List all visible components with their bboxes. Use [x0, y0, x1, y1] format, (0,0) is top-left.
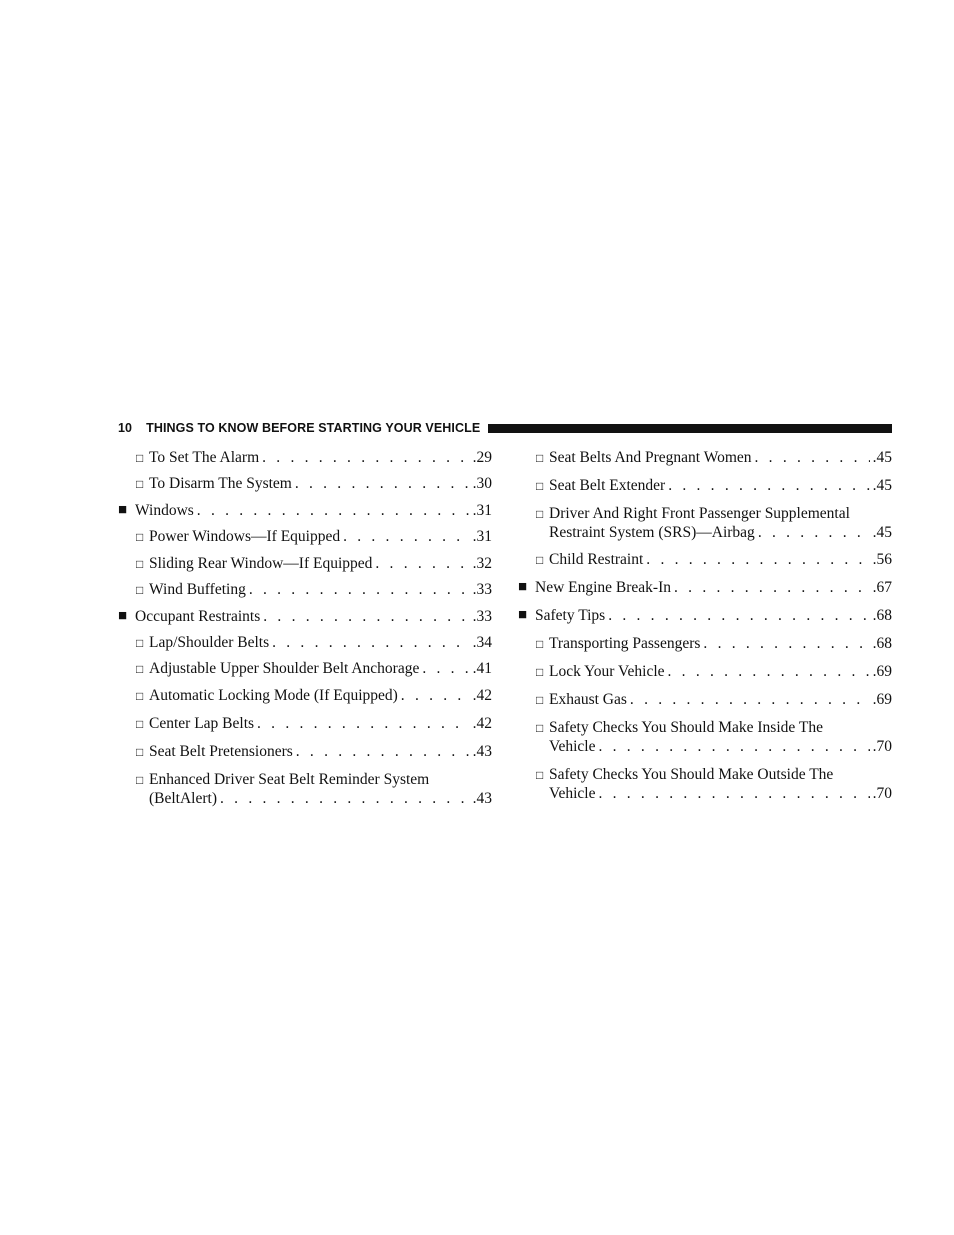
- toc-entry[interactable]: [118, 554, 492, 573]
- toc-page-number: .45: [872, 524, 892, 541]
- toc-page-number: .69: [872, 691, 892, 708]
- toc-page-number: .29: [472, 449, 492, 466]
- toc-entry[interactable]: [118, 527, 492, 546]
- toc-page-number: .43: [472, 790, 492, 807]
- toc-page-number: .31: [472, 528, 492, 545]
- toc-entry-label: Driver And Right Front Passenger Supplemental: [549, 505, 850, 522]
- toc-entry[interactable]: [518, 448, 892, 467]
- toc-page-number: .68: [872, 635, 892, 652]
- toc-entry-label: To Set The Alarm: [149, 449, 260, 466]
- toc-page-number: .67: [872, 579, 892, 596]
- hollow-square-bullet-icon: □: [536, 637, 544, 651]
- toc-page-number: .30: [472, 475, 492, 492]
- toc-entry-label: Safety Tips: [535, 607, 606, 624]
- hollow-square-bullet-icon: □: [136, 689, 144, 703]
- running-header: [118, 420, 892, 436]
- toc-page-number: .31: [472, 502, 492, 519]
- toc-page-number: .42: [472, 715, 492, 732]
- dot-leader: [758, 523, 870, 542]
- dot-leader: [703, 634, 869, 653]
- toc-page-number: .68: [872, 607, 892, 624]
- toc-entry-label: Child Restraint: [549, 551, 644, 568]
- dot-leader: [668, 476, 869, 495]
- dot-leader: [263, 607, 469, 626]
- toc-entry[interactable]: [518, 662, 892, 681]
- toc-entry[interactable]: [518, 578, 892, 597]
- toc-page-number: .43: [472, 743, 492, 760]
- toc-entry[interactable]: [118, 501, 492, 520]
- toc-entry-label: Lock Your Vehicle: [549, 663, 665, 680]
- filled-square-bullet-icon: ■: [118, 608, 128, 624]
- hollow-square-bullet-icon: □: [536, 665, 544, 679]
- page-number: 10: [118, 421, 133, 435]
- dot-leader: [262, 448, 469, 467]
- dot-leader: [668, 662, 870, 681]
- header-rule: [488, 424, 892, 433]
- dot-leader: [296, 742, 470, 761]
- dot-leader: [295, 474, 470, 493]
- hollow-square-bullet-icon: □: [136, 583, 144, 597]
- hollow-square-bullet-icon: □: [136, 773, 144, 787]
- hollow-square-bullet-icon: □: [536, 721, 544, 735]
- toc-page-number: .56: [872, 551, 892, 568]
- toc-entry-label: Wind Buffeting: [149, 581, 246, 598]
- hollow-square-bullet-icon: □: [536, 693, 544, 707]
- hollow-square-bullet-icon: □: [136, 745, 144, 759]
- hollow-square-bullet-icon: □: [136, 636, 144, 650]
- toc-page-number: .32: [472, 555, 492, 572]
- toc-page-number: .34: [472, 634, 492, 651]
- hollow-square-bullet-icon: □: [536, 507, 544, 521]
- dot-leader: [197, 501, 470, 520]
- dot-leader: [674, 578, 870, 597]
- filled-square-bullet-icon: ■: [518, 579, 528, 595]
- dot-leader: [598, 737, 869, 756]
- toc-entry[interactable]: [118, 659, 492, 678]
- dot-leader: [257, 714, 470, 733]
- hollow-square-bullet-icon: □: [136, 451, 144, 465]
- toc-page-number: .70: [872, 738, 892, 755]
- toc-entry-label: Vehicle: [549, 738, 596, 755]
- toc-entry[interactable]: [118, 742, 492, 761]
- toc-entry-label: Safety Checks You Should Make Outside The: [549, 766, 834, 783]
- toc-entry-label: Exhaust Gas: [549, 691, 627, 708]
- hollow-square-bullet-icon: □: [136, 662, 144, 676]
- toc-entry-label: Lap/Shoulder Belts: [149, 634, 270, 651]
- toc-entry[interactable]: [518, 550, 892, 569]
- toc-entry-label: Occupant Restraints: [135, 608, 261, 625]
- toc-entry[interactable]: [518, 690, 892, 709]
- dot-leader: [608, 606, 869, 625]
- dot-leader: [343, 527, 470, 546]
- toc-entry[interactable]: [518, 606, 892, 625]
- toc-entry-label: Center Lap Belts: [149, 715, 255, 732]
- toc-entry-label: Seat Belt Pretensioners: [149, 743, 293, 760]
- hollow-square-bullet-icon: □: [136, 530, 144, 544]
- filled-square-bullet-icon: ■: [118, 502, 128, 518]
- chapter-title: THINGS TO KNOW BEFORE STARTING YOUR VEHICLE: [146, 421, 481, 435]
- toc-entry[interactable]: [518, 476, 892, 495]
- hollow-square-bullet-icon: □: [536, 451, 544, 465]
- toc-entry[interactable]: [518, 765, 892, 803]
- toc-entry-label: Sliding Rear Window—If Equipped: [149, 555, 373, 572]
- toc-entry-label: Safety Checks You Should Make Inside The: [549, 719, 823, 736]
- toc-entry-label: Restraint System (SRS)—Airbag: [549, 524, 755, 541]
- dot-leader: [646, 550, 869, 569]
- toc-entry[interactable]: [118, 714, 492, 733]
- toc-entry[interactable]: [118, 686, 492, 705]
- toc-page-number: .42: [472, 687, 492, 704]
- toc-entry-label: Enhanced Driver Seat Belt Reminder System: [149, 771, 430, 788]
- hollow-square-bullet-icon: □: [536, 768, 544, 782]
- toc-page-number: .45: [872, 477, 892, 494]
- dot-leader: [755, 448, 870, 467]
- dot-leader: [249, 580, 470, 599]
- toc-entry[interactable]: [118, 448, 492, 467]
- toc-entry-label: Seat Belt Extender: [549, 477, 666, 494]
- toc-entry[interactable]: [118, 474, 492, 493]
- toc-entry-label: New Engine Break-In: [535, 579, 672, 596]
- toc-entry[interactable]: [118, 580, 492, 599]
- toc-entry[interactable]: [118, 607, 492, 626]
- toc-entry-label: Vehicle: [549, 785, 596, 802]
- toc-entry-label: Adjustable Upper Shoulder Belt Anchorage: [149, 660, 420, 677]
- dot-leader: [220, 789, 470, 808]
- hollow-square-bullet-icon: □: [136, 717, 144, 731]
- toc-entry-label: To Disarm The System: [149, 475, 292, 492]
- toc-page-number: .69: [872, 663, 892, 680]
- dot-leader: [401, 686, 470, 705]
- toc-page-number: .33: [472, 608, 492, 625]
- toc-entry-label: Transporting Passengers: [549, 635, 701, 652]
- filled-square-bullet-icon: ■: [518, 607, 528, 623]
- hollow-square-bullet-icon: □: [536, 479, 544, 493]
- hollow-square-bullet-icon: □: [536, 553, 544, 567]
- dot-leader: [598, 784, 869, 803]
- hollow-square-bullet-icon: □: [136, 557, 144, 571]
- toc-entry-label: Automatic Locking Mode (If Equipped): [149, 687, 398, 704]
- dot-leader: [630, 690, 870, 709]
- dot-leader: [375, 554, 469, 573]
- toc-entry-label: Power Windows—If Equipped: [149, 528, 341, 545]
- toc-entry-label: (BeltAlert): [149, 790, 218, 807]
- toc-page-number: .70: [872, 785, 892, 802]
- toc-page-number: .45: [872, 449, 892, 466]
- toc-entry[interactable]: [118, 770, 492, 808]
- toc-entry[interactable]: [518, 504, 892, 542]
- dot-leader: [272, 633, 470, 652]
- toc-entry[interactable]: [518, 634, 892, 653]
- toc-page-number: .33: [472, 581, 492, 598]
- toc-entry-label: Seat Belts And Pregnant Women: [549, 449, 752, 466]
- toc-page-number: .41: [472, 660, 492, 677]
- toc-entry[interactable]: [518, 718, 892, 756]
- toc-entry-label: Windows: [135, 502, 194, 519]
- dot-leader: [422, 659, 469, 678]
- toc-entry[interactable]: [118, 633, 492, 652]
- hollow-square-bullet-icon: □: [136, 477, 144, 491]
